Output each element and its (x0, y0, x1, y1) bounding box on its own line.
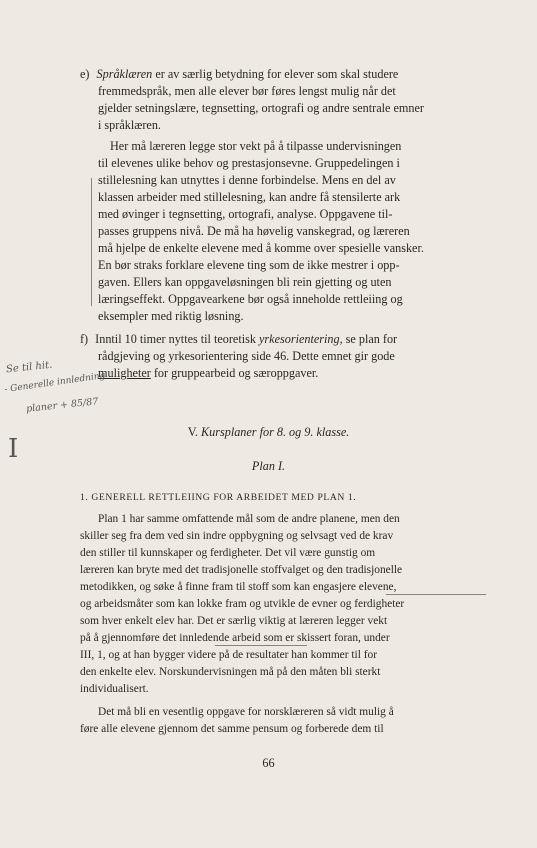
item-f-marker: f) (80, 332, 89, 346)
item-e-line-12: En bør straks forklare elevene ting som de ikke mestrer i opp- (98, 258, 400, 272)
item-e-line-2: fremmedspråk, men alle elever bør føres lengst mulig når det (98, 84, 396, 98)
item-e-marker: e) (80, 67, 90, 81)
handwritten-note-2: - Generelle innledning (3, 370, 106, 396)
body-line: III, 1, og at han bygger videre på de resultater han kommer til for (80, 649, 377, 661)
body-line: den stiller til kunnskaper og ferdigheter. Det vil være gunstig om (80, 547, 376, 559)
pencil-underline (215, 645, 307, 646)
item-f-l3b: for gruppearbeid og særoppgaver. (153, 366, 319, 380)
subheading: 1. GENERELL RETTLEIING FOR ARBEIDET MED PLAN 1. (80, 492, 357, 503)
item-e-line-13: gaven. Ellers kan oppgaveløsningen bli rein gjetting og uten (98, 275, 392, 289)
handwritten-note-1: Se til hit. (5, 359, 53, 376)
margin-bracket (91, 178, 92, 306)
item-e-l1: er av særlig betydning for elever som skal studere (155, 67, 399, 81)
item-e-line-9: med øvinger i tegnsetting, ortografi, analyse. Oppgavene til- (98, 207, 393, 221)
body-line: læreren kan bryte med det tradisjonelle stoffvalget og den tradisjonelle (80, 564, 403, 576)
item-f-l1a: Inntil 10 timer nyttes til teoretisk (95, 332, 256, 346)
item-f-l1b: yrkesorientering, (259, 332, 343, 346)
item-f-line-2: rådgjeving og yrkesorientering side 46. Dette emnet gir gode (98, 349, 395, 363)
body-line: på å gjennomføre det innledende arbeid som er skissert foran, under (80, 632, 390, 644)
section-heading-title: Kursplaner for 8. og 9. klasse. (201, 425, 350, 439)
section-heading-prefix: V. (187, 425, 198, 439)
body-line: metodikken, og søke å finne fram til stoff som kan engasjere elevene, (80, 581, 397, 593)
body-line: Plan 1 har samme omfattende mål som de andre planene, men den (98, 513, 400, 525)
body-line: og arbeidsmåter som kan lokke fram og utvikle de evner og ferdigheter (80, 598, 405, 610)
item-f-line-1 (80, 331, 397, 348)
item-e-line-8: klassen arbeider med stillelesning, kan andre få stensilerte ark (98, 190, 401, 204)
item-e-line-15: eksempler med riktig løsning. (98, 309, 244, 323)
item-e-line-14: læringseffekt. Oppgavearkene bør også inneholde rettleiing og (98, 292, 403, 306)
section-heading (0, 424, 537, 441)
handwritten-note-4: I (8, 434, 19, 464)
item-f-l3a: muligheter (98, 366, 151, 380)
handwritten-note-3: planer + 85/87 (25, 396, 99, 415)
item-e-line-7: stillelesning kan utnyttes i denne forbindelse. Mens en del av (98, 173, 396, 187)
item-e-line-4: i språklæren. (98, 118, 161, 132)
pencil-underline (386, 594, 486, 595)
body-line: den enkelte elev. Norskundervisningen må på den måten bli sterkt (80, 666, 381, 678)
body-line: føre alle elevene gjennom det samme pensum og forberede dem til (80, 723, 384, 735)
item-e-line-1 (80, 66, 398, 83)
plan-title: Plan I. (251, 459, 286, 473)
item-e-lead: Språklæren (96, 67, 153, 81)
item-e-line-11: må hjelpe de enkelte elevene med å komme over spesielle vansker. (98, 241, 424, 255)
body-line: individualisert. (80, 683, 149, 695)
body-line: skiller seg fra dem ved sin indre oppbygning og selvsagt ved de krav (80, 530, 394, 542)
item-e-line-5: Her må læreren legge stor vekt på å tilpasse undervisningen (110, 139, 402, 153)
item-e-line-6: til elevenes ulike behov og prestasjonsevne. Gruppedelingen i (98, 156, 400, 170)
item-f-line-3 (98, 365, 318, 382)
body-line: som hver enkelt elev har. Det er særlig viktig at læreren legger vekt (80, 615, 388, 627)
body-line: Det må bli en vesentlig oppgave for norsklæreren så vidt mulig å (98, 706, 394, 718)
item-e-line-3: gjelder setningslære, tegnsetting, ortografi og andre sentrale emner (98, 101, 424, 115)
page-number: 66 (262, 756, 275, 770)
item-f-l1c: se plan for (345, 332, 398, 346)
item-e-line-10: passes gruppens nivå. De må ha høvelig vanskegrad, og læreren (98, 224, 410, 238)
